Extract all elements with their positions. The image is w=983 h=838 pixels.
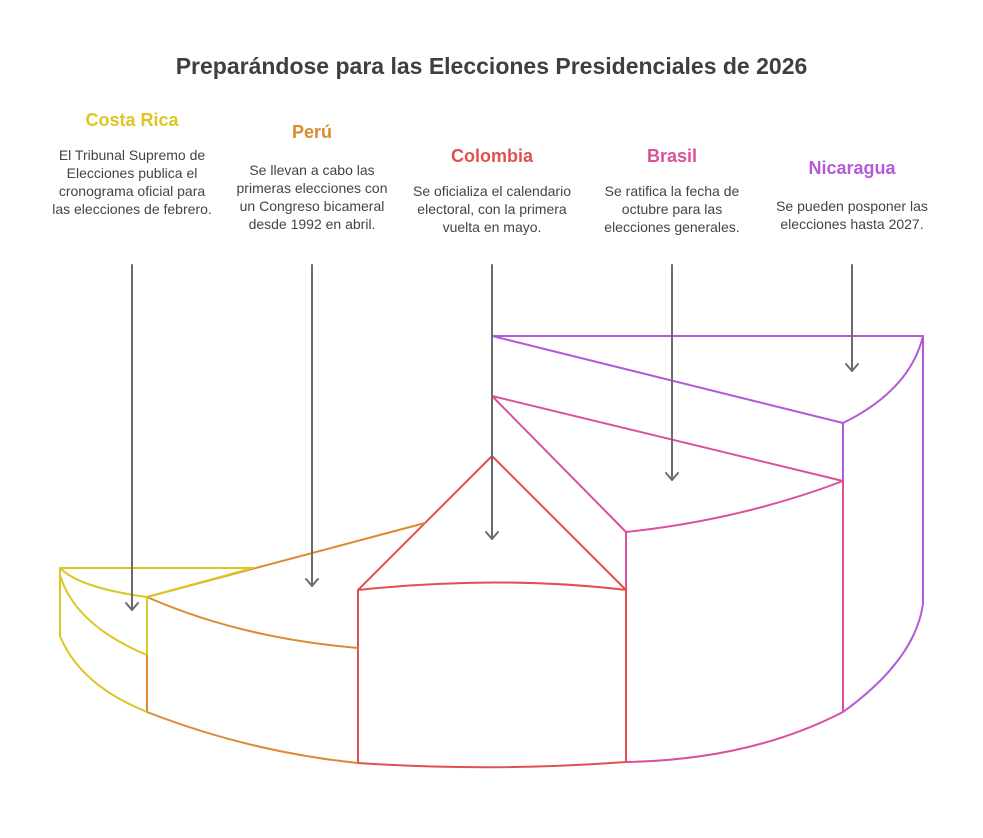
desc-costa-rica: El Tribunal Supremo de Elecciones publica el cronograma oficial para las elecciones de febrero. bbox=[52, 147, 212, 217]
desc-peru: Se llevan a cabo las primeras elecciones con un Congreso bicameral desde 1992 en abril. bbox=[236, 162, 388, 232]
arrow-peru bbox=[306, 265, 318, 586]
segment-costa-rica bbox=[60, 568, 253, 712]
heading-peru: Perú bbox=[291, 122, 333, 142]
desc-nicaragua: Se pueden posponer las elecciones hasta 2027. bbox=[776, 198, 928, 232]
heading-nicaragua: Nicaragua bbox=[808, 158, 896, 178]
segment-peru bbox=[147, 523, 425, 763]
heading-costa-rica: Costa Rica bbox=[85, 110, 179, 130]
arrows bbox=[126, 265, 858, 610]
heading-colombia: Colombia bbox=[450, 146, 533, 166]
segment-brasil bbox=[492, 396, 843, 762]
arrow-nicaragua bbox=[846, 265, 858, 371]
arrow-colombia bbox=[486, 265, 498, 539]
desc-colombia: Se oficializa el calendario electoral, con la primera vuelta en mayo. bbox=[413, 183, 571, 235]
arrow-costa-rica bbox=[126, 265, 138, 610]
arrow-brasil bbox=[666, 265, 678, 480]
diagram-title: Preparándose para las Elecciones Presidenciales de 2026 bbox=[175, 53, 808, 79]
segment-nicaragua bbox=[492, 336, 923, 712]
desc-brasil: Se ratifica la fecha de octubre para las elecciones generales. bbox=[604, 183, 740, 235]
heading-brasil: Brasil bbox=[646, 146, 698, 166]
